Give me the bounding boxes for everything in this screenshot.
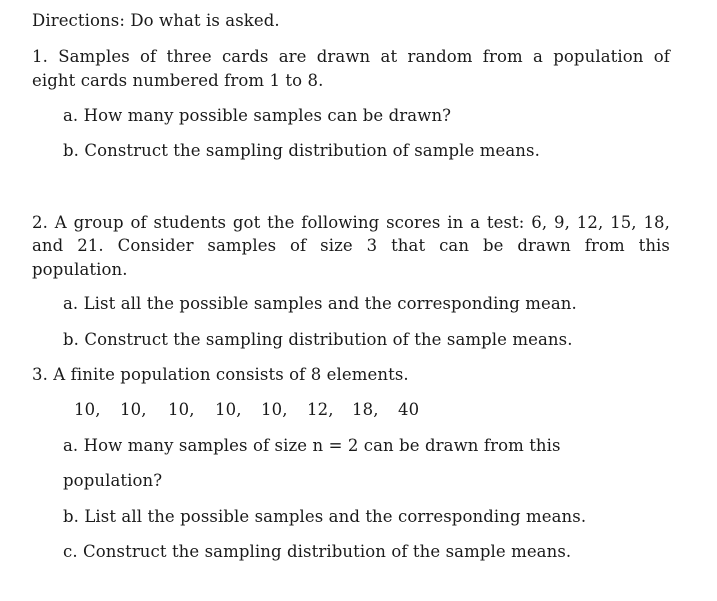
population-value: 10, [74,400,101,419]
population-value: 10, [261,400,288,419]
q1-text-line-2: eight cards numbered from 1 to 8. [32,71,324,90]
q1-part-a: a. How many possible samples can be drawn? [63,106,452,125]
q1-text-line-1: 1. Samples of three cards are drawn at random from a population of [32,47,670,66]
q2-text-line-1: 2. A group of students got the following scores in a test: 6, 9, 12, 15, 18, [32,213,670,232]
q3-text-line-1: 3. A finite population consists of 8 elements. [32,365,409,384]
q2-text-line-2: and 21. Consider samples of size 3 that can be drawn from this [32,236,670,255]
population-value: 10, [168,400,195,419]
directions-heading: Directions: Do what is asked. [32,11,280,30]
q3-part-a-line-2: population? [63,471,163,490]
population-value: 12, [307,400,334,419]
population-value: 10, [120,400,147,419]
q3-part-a-line-1: a. How many samples of size n = 2 can be drawn from this [63,436,561,455]
q2-text-line-3: population. [32,260,128,279]
q1-part-b: b. Construct the sampling distribution of sample means. [63,141,540,160]
q3-population-values [74,400,419,420]
population-value: 10, [215,400,242,419]
q2-part-b: b. Construct the sampling distribution of the sample means. [63,330,573,349]
q3-part-c: c. Construct the sampling distribution of the sample means. [63,542,572,561]
q2-part-a: a. List all the possible samples and the corresponding mean. [63,294,577,313]
q3-part-b: b. List all the possible samples and the corresponding means. [63,507,587,526]
population-value: 40 [398,400,420,419]
population-value: 18, [352,400,379,419]
